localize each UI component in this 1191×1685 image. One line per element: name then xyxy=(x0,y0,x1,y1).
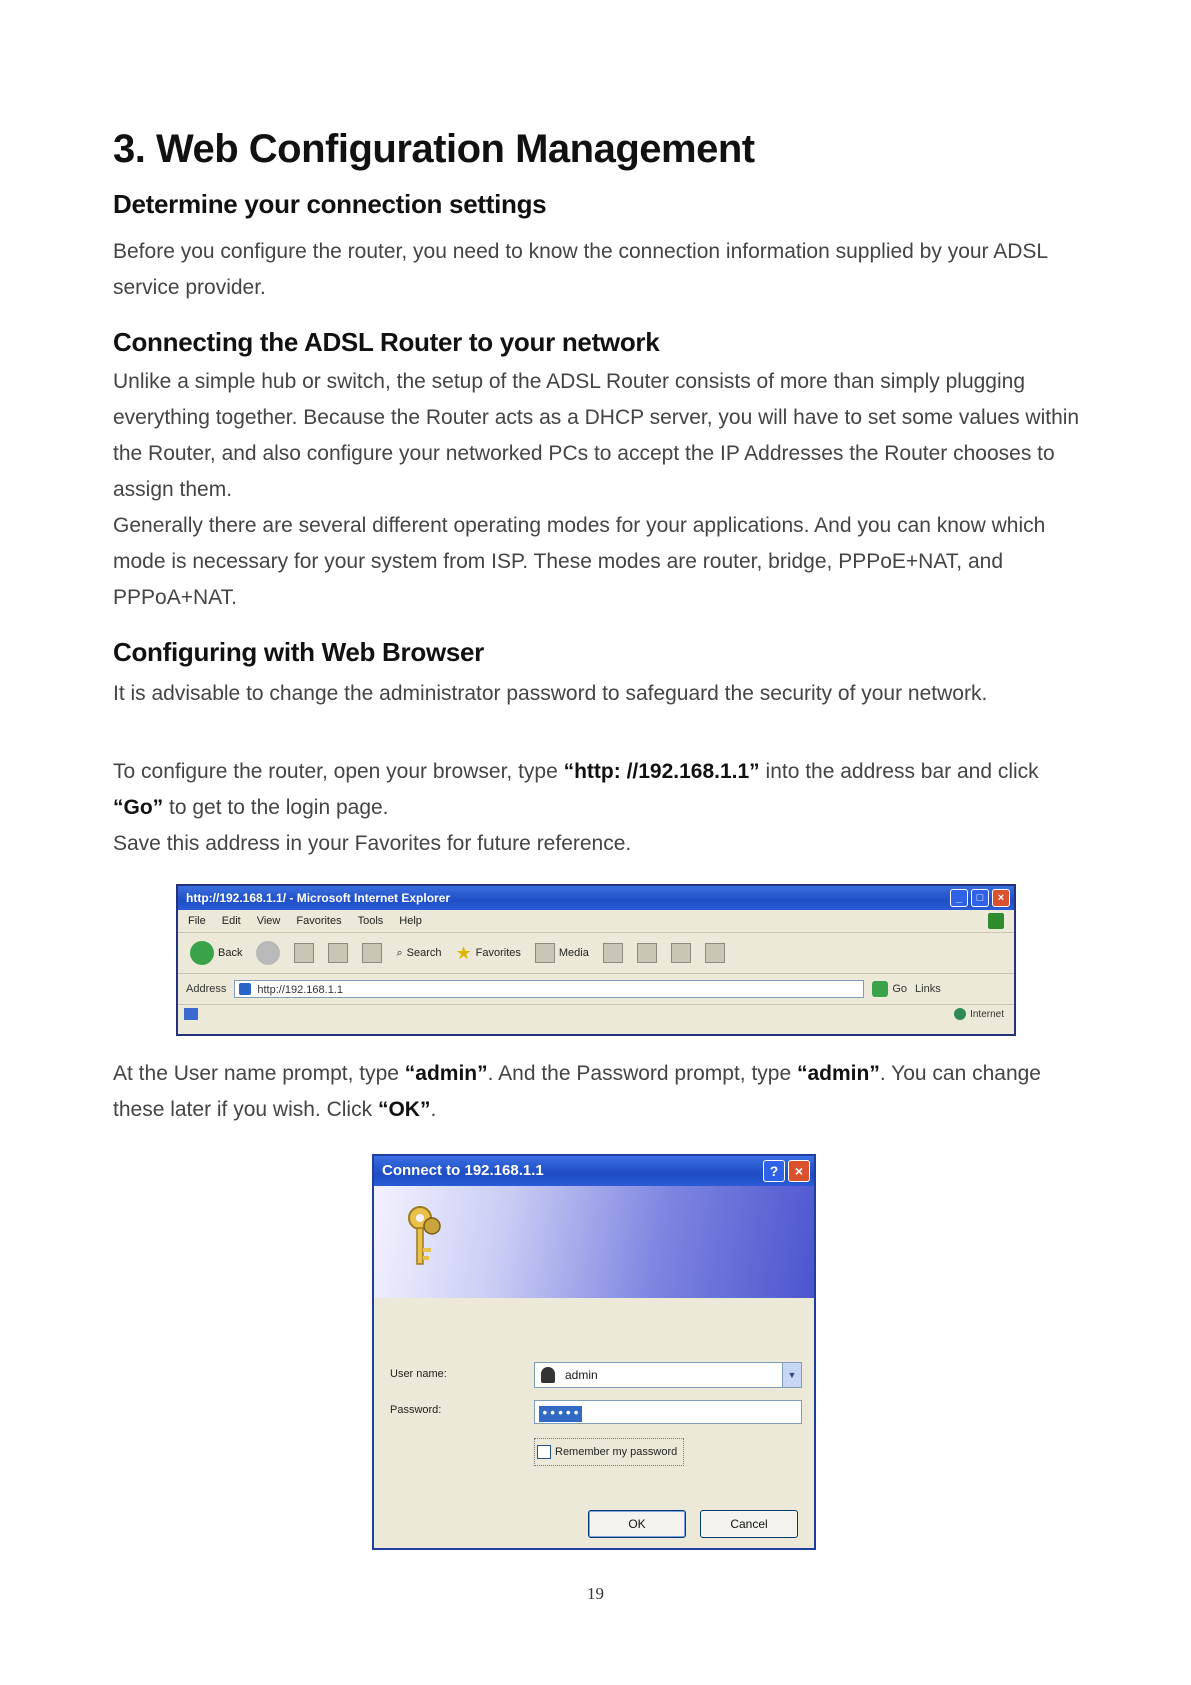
maximize-icon[interactable]: □ xyxy=(971,889,989,907)
login-dialog xyxy=(372,1154,816,1550)
chevron-down-icon[interactable]: ▼ xyxy=(782,1363,801,1387)
stop-icon[interactable] xyxy=(294,943,314,963)
address-input[interactable]: http://192.168.1.1 xyxy=(234,980,864,998)
para-browser-2 xyxy=(113,754,1083,826)
para-browser-3: Save this address in your Favorites for future reference. xyxy=(113,832,632,855)
home-icon[interactable] xyxy=(362,943,382,963)
text-fragment: . You can change these later if you wish. Click xyxy=(113,1062,1041,1121)
username-combobox[interactable] xyxy=(534,1362,802,1388)
text-fragment: into the address bar and click xyxy=(759,760,1039,783)
media-button[interactable] xyxy=(535,943,589,963)
minimize-icon[interactable]: _ xyxy=(950,889,968,907)
dialog-body xyxy=(374,1298,814,1550)
para-connecting-1: Unlike a simple hub or switch, the setup of the ADSL Router consists of more than simply plugging everything together. Because the Router acts as a DHCP server, you will have to set some values within the Router, and also configure your networked PCs to accept the IP Addresses the Router chooses to assign them. xyxy=(113,370,1080,501)
back-label: Back xyxy=(218,947,243,959)
admin-emphasis: “admin” xyxy=(404,1062,488,1085)
mail-icon[interactable] xyxy=(637,943,657,963)
user-icon xyxy=(541,1367,555,1383)
dialog-controls xyxy=(763,1160,810,1182)
history-icon[interactable] xyxy=(603,943,623,963)
remember-password-checkbox[interactable] xyxy=(534,1438,684,1466)
url-emphasis: “http: //192.168.1.1” xyxy=(563,760,760,783)
back-button[interactable] xyxy=(190,941,242,965)
text-fragment: to get to the login page. xyxy=(163,796,389,819)
page-number: 19 xyxy=(587,1584,604,1603)
links-label[interactable]: Links xyxy=(915,983,941,995)
menu-tools[interactable]: Tools xyxy=(357,915,384,927)
heading-connecting: Connecting the ADSL Router to your network xyxy=(113,327,660,357)
ok-button[interactable]: OK xyxy=(588,1510,686,1538)
globe-icon xyxy=(954,1008,966,1020)
username-label: User name: xyxy=(390,1368,447,1380)
security-zone xyxy=(954,1008,1004,1020)
page-icon xyxy=(184,1008,198,1020)
favorites-star-icon: ★ xyxy=(455,942,472,963)
browser-title: http://192.168.1.1/ - Microsoft Internet Explorer xyxy=(186,891,451,905)
address-bar xyxy=(178,974,1014,1005)
browser-menubar xyxy=(178,910,1014,933)
cancel-button[interactable]: Cancel xyxy=(700,1510,798,1538)
menu-file[interactable]: File xyxy=(188,915,206,927)
status-bar xyxy=(178,1005,1014,1023)
password-mask: ••••• xyxy=(541,1406,581,1421)
close-icon[interactable]: × xyxy=(788,1160,810,1182)
browser-toolbar xyxy=(178,933,1014,974)
text-fragment: . xyxy=(430,1098,437,1121)
go-arrow-icon xyxy=(872,981,888,997)
go-emphasis: “Go” xyxy=(113,796,164,819)
window-controls xyxy=(950,889,1010,907)
para-connecting-2: Generally there are several different operating modes for your applications. And you can know which mode is necessary for your system from ISP. These modes are router, bridge, PPPoE+NAT, and PPPoA+NAT. xyxy=(113,514,1046,609)
username-value: admin xyxy=(565,1368,598,1382)
page-title: 3. Web Configuration Management xyxy=(113,127,755,171)
heading-browser: Configuring with Web Browser xyxy=(113,637,484,667)
search-label: Search xyxy=(406,947,442,959)
refresh-icon[interactable] xyxy=(328,943,348,963)
print-icon[interactable] xyxy=(671,943,691,963)
para-determine: Before you configure the router, you need to know the connection information supplied by your ADSL service provider. xyxy=(113,240,1048,299)
password-field[interactable] xyxy=(534,1400,802,1424)
checkbox-icon xyxy=(537,1445,551,1459)
menu-edit[interactable]: Edit xyxy=(221,915,241,927)
para-login-instructions xyxy=(113,1056,1083,1128)
text-fragment: To configure the router, open your browser, type xyxy=(113,760,564,783)
text-fragment: . And the Password prompt, type xyxy=(487,1062,797,1085)
keys-icon xyxy=(400,1204,446,1270)
go-button[interactable] xyxy=(872,981,907,997)
back-arrow-icon xyxy=(190,941,214,965)
heading-determine: Determine your connection settings xyxy=(113,189,547,219)
media-label: Media xyxy=(558,947,589,959)
browser-titlebar xyxy=(178,886,1014,910)
go-label: Go xyxy=(892,983,908,995)
favorites-button[interactable] xyxy=(456,943,521,964)
search-icon: ⌕ xyxy=(396,946,403,959)
text-fragment: At the User name prompt, type xyxy=(113,1062,405,1085)
password-label: Password: xyxy=(390,1404,442,1416)
windows-logo-icon xyxy=(988,913,1004,929)
menu-view[interactable]: View xyxy=(256,915,281,927)
media-icon xyxy=(535,943,555,963)
search-button[interactable] xyxy=(396,947,441,960)
help-icon[interactable]: ? xyxy=(763,1160,785,1182)
favorites-label: Favorites xyxy=(475,947,521,959)
menu-help[interactable]: Help xyxy=(399,915,422,927)
admin-emphasis: “admin” xyxy=(796,1062,880,1085)
zone-label: Internet xyxy=(970,1008,1004,1020)
menu-favorites[interactable]: Favorites xyxy=(296,915,342,927)
address-label: Address xyxy=(186,983,227,995)
remember-label: Remember my password xyxy=(555,1446,678,1458)
ok-emphasis: “OK” xyxy=(377,1098,431,1121)
browser-screenshot xyxy=(176,884,1016,1036)
para-browser-1: It is advisable to change the administrator password to safeguard the security of your network. xyxy=(113,682,988,705)
dialog-title: Connect to 192.168.1.1 xyxy=(382,1162,544,1179)
folder-icon[interactable] xyxy=(705,943,725,963)
dialog-titlebar xyxy=(374,1156,814,1186)
close-icon[interactable]: × xyxy=(992,889,1010,907)
forward-button[interactable] xyxy=(256,941,280,965)
dialog-banner xyxy=(374,1186,814,1298)
